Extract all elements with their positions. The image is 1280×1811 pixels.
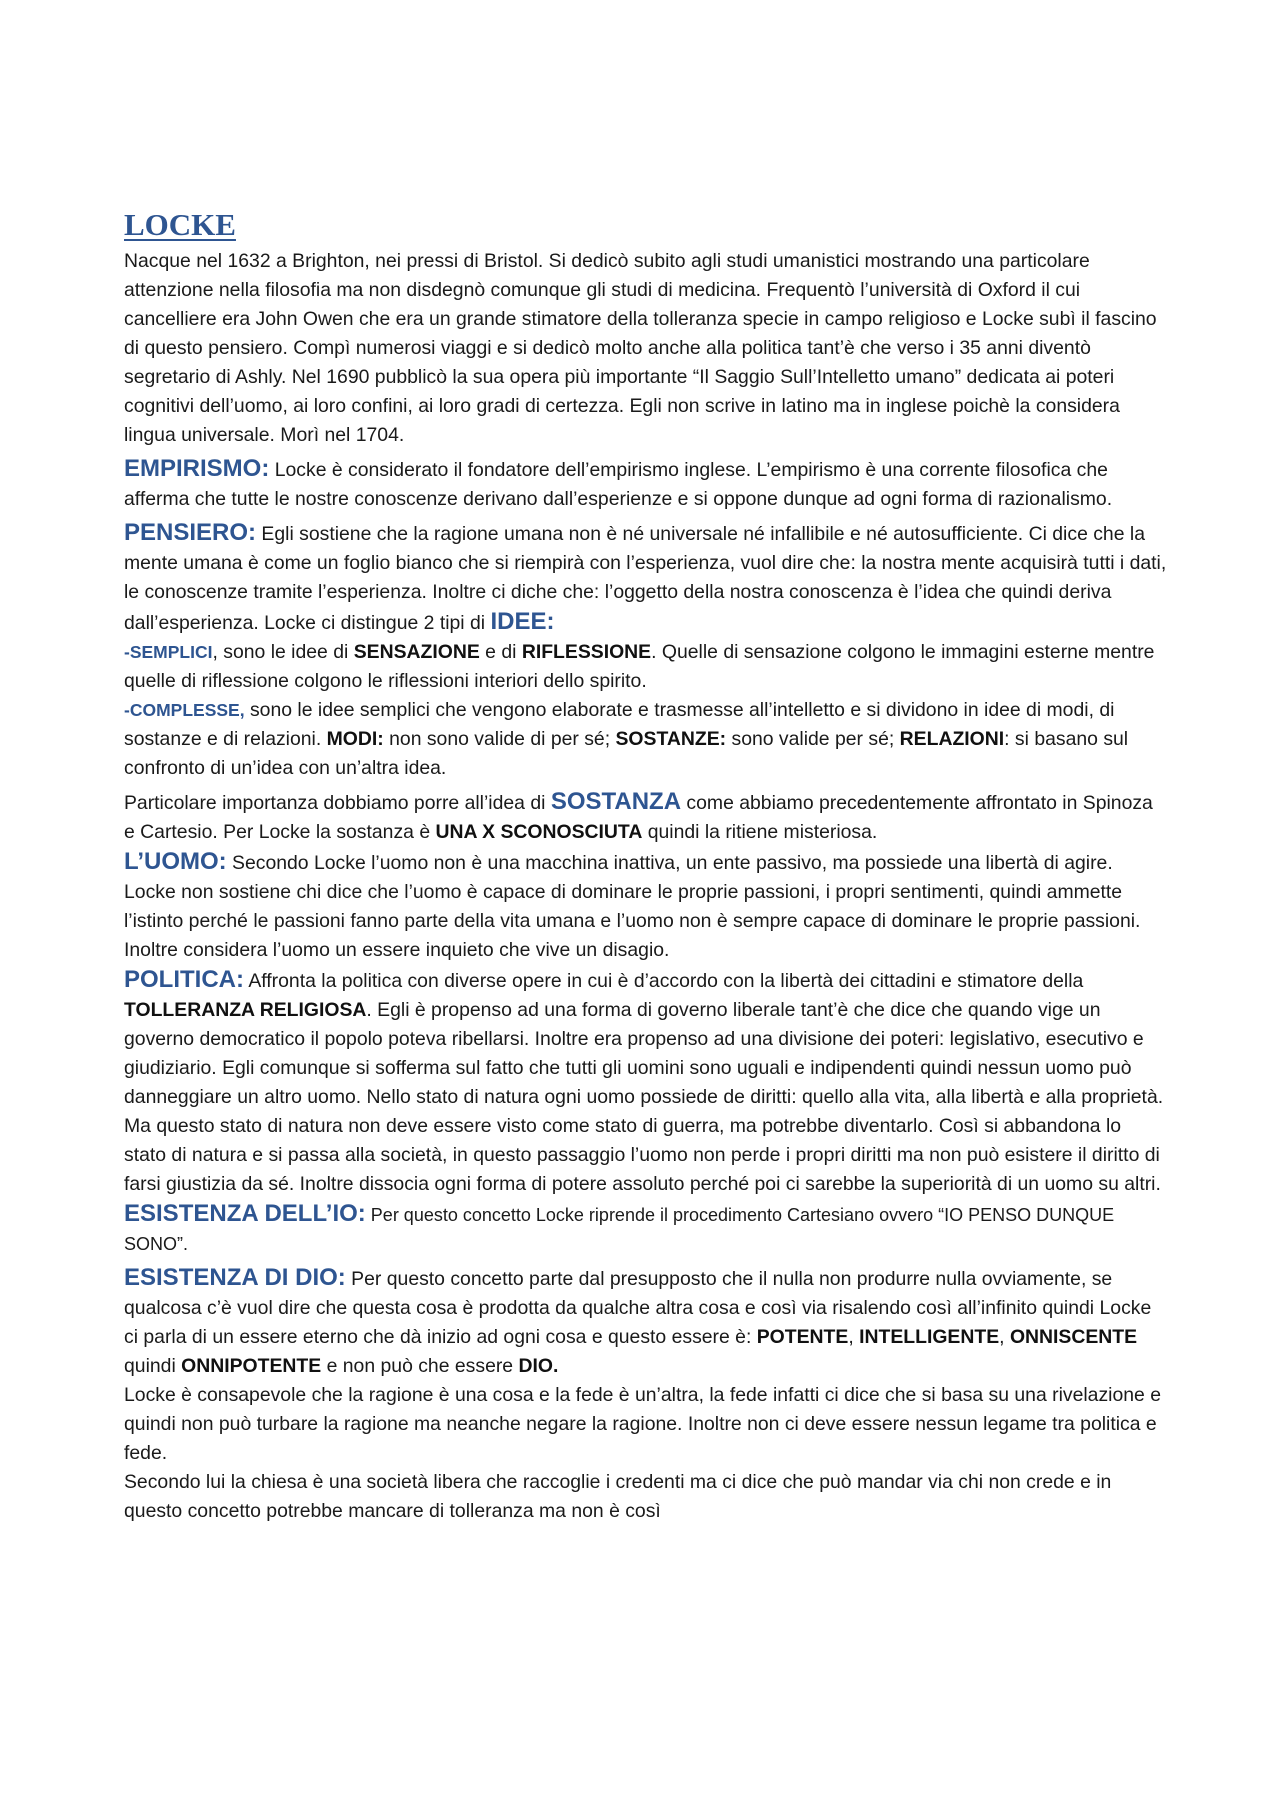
dio-term: DIO. xyxy=(518,1355,559,1377)
uomo-heading: L’UOMO: xyxy=(124,848,227,875)
sensazione-term: SENSAZIONE xyxy=(353,641,480,663)
complesse-text-3: sono valide per sé; xyxy=(726,728,900,750)
sostanza-text-1: Particolare importanza dobbiamo porre all’idea di xyxy=(124,792,551,814)
tolleranza-religiosa-term: TOLLERANZA RELIGIOSA xyxy=(124,999,367,1021)
pensiero-paragraph xyxy=(124,518,1168,638)
semplici-label: SEMPLICI xyxy=(129,642,213,662)
esistenza-dio-heading: ESISTENZA DI DIO: xyxy=(124,1264,346,1291)
politica-heading: POLITICA: xyxy=(124,966,244,993)
sostanza-heading: SOSTANZA xyxy=(550,788,682,815)
sostanze-term: SOSTANZE: xyxy=(615,728,727,750)
onnisciente-term: ONNISCENTE xyxy=(1009,1326,1138,1348)
semplici-text-1: , sono le idee di xyxy=(212,641,354,663)
dio-text-2: quindi xyxy=(124,1355,182,1377)
semplici-text-3: . Quelle di sensazione colgono le immagini esterne mentre quelle di riflessione colgono le riflessioni interiori dello spirito. xyxy=(124,641,1155,692)
complesse-paragraph xyxy=(124,696,1168,783)
modi-term: MODI: xyxy=(326,728,384,750)
intelligente-term: INTELLIGENTE xyxy=(859,1326,1000,1348)
esistenza-io-paragraph xyxy=(124,1199,1168,1259)
complesse-text-1: sono le idee semplici che vengono elaborate e trasmesse all’intelletto e si dividono in idee di modi, di sostanze e di relazioni. xyxy=(124,699,1115,750)
complesse-text-2: non sono valide di per sé; xyxy=(383,728,616,750)
document-page xyxy=(124,205,1168,1526)
relazioni-term: RELAZIONI xyxy=(899,728,1005,750)
empirismo-paragraph xyxy=(124,454,1168,514)
complesse-dash: - xyxy=(124,700,130,720)
esistenza-io-heading: ESISTENZA DELL’IO: xyxy=(124,1200,366,1227)
politica-text-1: Affronta la politica con diverse opere in cui è d’accordo con la libertà dei cittadini e stimatore della xyxy=(244,970,1084,992)
onnipotente-term: ONNIPOTENTE xyxy=(181,1355,322,1377)
chiesa-paragraph: Secondo lui la chiesa è una società libera che raccoglie i credenti ma ci dice che può mandar via chi non crede e in questo concetto potrebbe mancare di tolleranza ma non è così xyxy=(124,1471,1112,1522)
uomo-paragraph xyxy=(124,847,1168,965)
empirismo-heading: EMPIRISMO: xyxy=(124,455,270,482)
semplici-text-2: e di xyxy=(479,641,522,663)
complesse-text-4: : si basano sul confronto di un’idea con un’altra idea. xyxy=(124,728,1129,779)
sostanza-paragraph xyxy=(124,787,1168,847)
x-sconosciuta-term: UNA X SCONOSCIUTA xyxy=(435,821,643,843)
uomo-text: Secondo Locke l’uomo non è una macchina inattiva, un ente passivo, ma possiede una libertà di agire. Locke non sostiene chi dice che l’uomo è capace di dominare le proprie passioni, i propri sentimenti, quindi ammette l’istinto perché le passioni fanno parte della vita umana e l’uomo non è sempre capace di dominare le proprie passioni. Inoltre considera l’uomo un essere inquieto che vive un disagio. xyxy=(124,852,1141,961)
riflessione-term: RIFLESSIONE xyxy=(521,641,652,663)
dio-comma-2: , xyxy=(999,1326,1010,1348)
esistenza-io-text: Per questo concetto Locke riprende il procedimento Cartesiano ovvero “IO PENSO DUNQUE SONO”. xyxy=(124,1205,1115,1254)
pensiero-text: Egli sostiene che la ragione umana non è né universale né infallibile e né autosufficiente. Ci dice che la mente umana è come un foglio bianco che si riempirà con l’esperienza, vuol dire che: la nostra mente acquisirà tutti i dati, le conoscenze tramite l’esperienza. Inoltre ci diche che: l’oggetto della nostra conoscenza è l’idea che quindi deriva dall’esperienza. Locke ci distingue 2 tipi di xyxy=(124,523,1167,634)
empirismo-text: Locke è considerato il fondatore dell’empirismo inglese. L’empirismo è una corrente filosofica che afferma che tutte le nostre conoscenze derivano dall’esperienze e si oppone dunque ad ogni forma di razionalismo. xyxy=(124,459,1113,510)
semplici-paragraph xyxy=(124,638,1168,696)
politica-paragraph xyxy=(124,965,1168,1199)
intro-paragraph: Nacque nel 1632 a Brighton, nei pressi di Bristol. Si dedicò subito agli studi umanistici mostrando una particolare attenzione nella filosofia ma non disdegnò comunque gli studi di medicina. Frequentò l’università di Oxford il cui cancelliere era John Owen che era un grande stimatore della tolleranza specie in campo religioso e Locke subì il fascino di questo pensiero. Compì numerosi viaggi e si dedicò molto anche alla politica tant’è che verso i 35 anni diventò segretario di Ashly. Nel 1690 pubblicò la sua opera più importante “Il Saggio Sull’Intelletto umano” dedicata ai poteri cognitivi dell’uomo, ai loro confini, ai loro gradi di certezza. Egli non scrive in latino ma in inglese poichè la considera lingua universale. Morì nel 1704. xyxy=(124,250,1157,446)
fede-paragraph: Locke è consapevole che la ragione è una cosa e la fede è un’altra, la fede infatti ci dice che si basa su una rivelazione e quindi non può turbare la ragione ma neanche negare la ragione. Inoltre non ci deve essere nessun legame tra politica e fede. xyxy=(124,1384,1161,1464)
dio-text-3: e non può che essere xyxy=(321,1355,519,1377)
document-title: LOCKE xyxy=(124,207,236,242)
sostanza-text-3: quindi la ritiene misteriosa. xyxy=(642,821,878,843)
esistenza-dio-paragraph xyxy=(124,1263,1168,1381)
idee-heading: IDEE: xyxy=(490,608,555,635)
dio-comma-1: , xyxy=(848,1326,860,1348)
politica-text-2: . Egli è propenso ad una forma di governo liberale tant’è che dice che quando vige un governo democratico il popolo poteva ribellarsi. Inoltre era propenso ad una divisione dei poteri: legislativo, esecutivo e giudiziario. Egli comunque si sofferma sul fatto che tutti gli uomini sono uguali e indipendenti quindi nessun uomo può danneggiare un altro uomo. Nello stato di natura ogni uomo possiede de diritti: quello alla vita, alla libertà e alla proprietà. Ma questo stato di natura non deve essere visto come stato di guerra, ma potrebbe diventarlo. Così si abbandona lo stato di natura e si passa alla società, in questo passaggio l’uomo non perde i propri diritti ma non può esistere il diritto di farsi giustizia da sé. Inoltre dissocia ogni forma di potere assoluto perché poi ci sarebbe la superiorità di un uomo su altri. xyxy=(124,999,1164,1195)
dio-text-1: Per questo concetto parte dal presupposto che il nulla non produrre nulla ovviamente, se qualcosa c’è vuol dire che questa cosa è prodotta da qualche altra cosa e così via risalendo così all’infinito quindi Locke ci parla di un essere eterno che dà inizio ad ogni cosa e questo essere è: xyxy=(124,1268,1152,1348)
sostanza-text-2: come abbiamo precedentemente affrontato in Spinoza e Cartesio. Per Locke la sostanza è xyxy=(124,792,1153,843)
complesse-label: COMPLESSE, xyxy=(129,700,245,720)
pensiero-heading: PENSIERO: xyxy=(124,519,257,546)
potente-term: POTENTE xyxy=(756,1326,849,1348)
semplici-dash: - xyxy=(124,642,130,662)
